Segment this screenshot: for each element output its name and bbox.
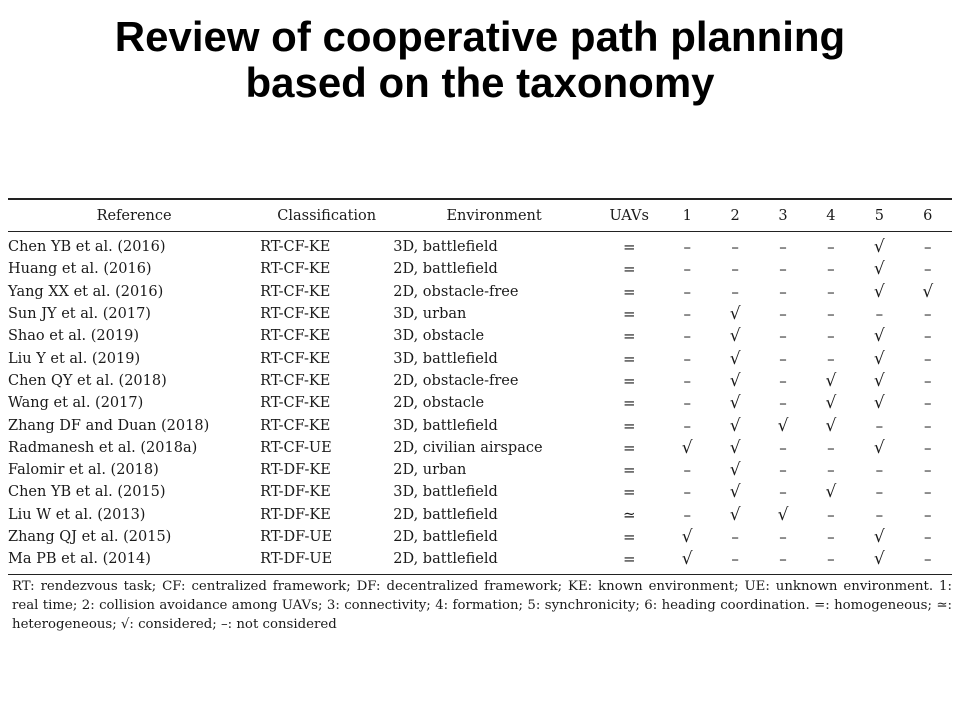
cell-col-3: √ xyxy=(777,504,789,525)
cell-col-2: √ xyxy=(729,504,741,525)
cell-environment: 2D, battlefield xyxy=(393,506,498,523)
cell-classification: RT-CF-KE xyxy=(260,395,331,412)
cell-col-6: – xyxy=(924,528,932,546)
cell-col-3: – xyxy=(779,394,787,413)
cell-reference: Chen YB et al. (2015) xyxy=(8,484,166,501)
cell-col-2: √ xyxy=(729,370,741,391)
cell-environment: 3D, battlefield xyxy=(393,350,498,367)
cell-uavs: = xyxy=(622,260,636,279)
header-col-2: 2 xyxy=(730,207,740,224)
cell-uavs: = xyxy=(622,238,636,257)
cell-col-1: √ xyxy=(681,549,693,570)
cell-reference: Liu Y et al. (2019) xyxy=(8,350,141,367)
cell-col-5: √ xyxy=(873,237,885,258)
cell-environment: 2D, obstacle xyxy=(393,395,485,412)
cell-col-2: – xyxy=(731,260,739,279)
table-row xyxy=(8,370,952,392)
cell-col-1: – xyxy=(683,505,691,524)
cell-col-3: – xyxy=(779,238,787,257)
review-table xyxy=(8,198,952,575)
cell-uavs: = xyxy=(622,282,636,301)
table-row xyxy=(8,392,952,414)
cell-reference: Falomir et al. (2018) xyxy=(8,462,159,479)
cell-col-1: – xyxy=(683,349,691,368)
cell-col-5: – xyxy=(875,416,884,435)
cell-classification: RT-CF-KE xyxy=(260,350,331,367)
cell-col-6: – xyxy=(924,305,932,324)
cell-col-3: – xyxy=(779,349,787,368)
cell-col-5: √ xyxy=(873,259,885,280)
cell-col-3: – xyxy=(779,305,787,324)
cell-col-3: – xyxy=(779,282,787,301)
header-classification: Classification xyxy=(277,207,377,224)
cell-col-6: – xyxy=(924,260,932,279)
cell-uavs: = xyxy=(622,416,636,435)
cell-classification: RT-CF-KE xyxy=(260,328,331,345)
header-col-5: 5 xyxy=(874,207,884,224)
cell-col-4: – xyxy=(827,238,835,257)
cell-environment: 2D, battlefield xyxy=(393,529,498,545)
cell-environment: 3D, urban xyxy=(393,306,467,323)
cell-col-2: √ xyxy=(729,304,741,325)
header-reference: Reference xyxy=(96,207,172,224)
cell-col-2: √ xyxy=(729,437,741,458)
cell-col-6: – xyxy=(924,483,932,502)
header-col-4: 4 xyxy=(826,207,836,224)
cell-col-5: √ xyxy=(873,437,885,458)
cell-col-1: – xyxy=(683,394,691,413)
cell-col-4: √ xyxy=(825,393,837,414)
cell-col-2: √ xyxy=(729,415,741,436)
cell-uavs: = xyxy=(622,327,636,346)
cell-col-2: √ xyxy=(729,460,741,481)
cell-reference: Huang et al. (2016) xyxy=(8,261,152,278)
cell-reference: Chen QY et al. (2018) xyxy=(8,372,167,389)
header-col-3: 3 xyxy=(778,207,788,224)
slide-title-line-1: Review of cooperative path planning xyxy=(114,13,846,60)
cell-col-5: √ xyxy=(873,549,885,570)
cell-col-6: – xyxy=(924,416,932,435)
cell-col-4: – xyxy=(827,550,835,569)
table-header-row xyxy=(8,199,952,232)
cell-col-5: – xyxy=(875,505,884,524)
cell-col-4: – xyxy=(827,349,835,368)
cell-uavs: = xyxy=(622,394,636,413)
table-row xyxy=(8,232,952,259)
table-row xyxy=(8,548,952,575)
cell-classification: RT-CF-KE xyxy=(260,306,331,323)
cell-col-6: √ xyxy=(922,281,934,302)
cell-col-5: √ xyxy=(873,348,885,369)
cell-environment: 2D, urban xyxy=(393,462,467,479)
cell-col-3: – xyxy=(779,438,787,457)
cell-reference: Yang XX et al. (2016) xyxy=(8,283,164,300)
cell-reference: Shao et al. (2019) xyxy=(8,328,139,345)
cell-col-6: – xyxy=(924,238,932,257)
cell-col-5: – xyxy=(875,305,884,324)
cell-col-6: – xyxy=(924,349,932,368)
header-uavs: UAVs xyxy=(609,207,649,224)
cell-classification: RT-CF-KE xyxy=(260,283,331,300)
cell-col-5: √ xyxy=(873,527,885,547)
cell-col-1: √ xyxy=(681,527,693,547)
slide-title-line-2: based on the taxonomy xyxy=(245,59,715,106)
cell-classification: RT-DF-KE xyxy=(260,462,331,479)
cell-uavs: = xyxy=(622,550,636,569)
cell-classification: RT-CF-KE xyxy=(260,372,331,389)
cell-col-4: – xyxy=(827,461,835,480)
cell-uavs: = xyxy=(622,528,636,546)
cell-reference: Ma PB et al. (2014) xyxy=(8,551,151,568)
cell-reference: Zhang DF and Duan (2018) xyxy=(8,417,210,434)
review-table-container xyxy=(8,198,952,575)
table-row xyxy=(8,258,952,280)
cell-col-5: √ xyxy=(873,281,885,302)
header-col-6: 6 xyxy=(923,207,933,224)
cell-col-6: – xyxy=(924,505,932,524)
cell-col-4: – xyxy=(827,260,835,279)
cell-reference: Radmanesh et al. (2018a) xyxy=(8,439,198,456)
table-row xyxy=(8,459,952,481)
cell-uavs: = xyxy=(622,461,636,480)
table-row xyxy=(8,347,952,369)
cell-col-3: – xyxy=(779,371,787,390)
cell-uavs: ≃ xyxy=(622,505,636,524)
table-body xyxy=(8,232,952,575)
cell-col-6: – xyxy=(924,327,932,346)
table-row xyxy=(8,303,952,325)
cell-classification: RT-CF-KE xyxy=(260,417,331,434)
cell-classification: RT-DF-KE xyxy=(260,484,331,501)
cell-col-3: – xyxy=(779,550,787,569)
cell-environment: 2D, battlefield xyxy=(393,261,498,278)
cell-col-2: √ xyxy=(729,348,741,369)
cell-col-3: – xyxy=(779,483,787,502)
cell-col-1: – xyxy=(683,238,691,257)
cell-col-4: √ xyxy=(825,482,837,503)
cell-col-4: √ xyxy=(825,415,837,436)
cell-col-4: – xyxy=(827,305,835,324)
cell-col-1: – xyxy=(683,371,691,390)
cell-col-1: – xyxy=(683,305,691,324)
table-row xyxy=(8,481,952,503)
cell-environment: 3D, obstacle xyxy=(393,328,485,345)
cell-reference: Wang et al. (2017) xyxy=(8,395,144,412)
table-row xyxy=(8,437,952,459)
cell-col-6: – xyxy=(924,461,932,480)
cell-col-6: – xyxy=(924,371,932,390)
cell-col-2: – xyxy=(731,528,739,546)
cell-col-3: – xyxy=(779,461,787,480)
cell-reference: Sun JY et al. (2017) xyxy=(8,306,151,323)
table-row xyxy=(8,504,952,526)
cell-reference: Liu W et al. (2013) xyxy=(8,506,146,523)
cell-classification: RT-DF-UE xyxy=(260,551,333,568)
cell-uavs: = xyxy=(622,371,636,390)
cell-col-1: – xyxy=(683,483,691,502)
table-row xyxy=(8,281,952,303)
cell-col-3: – xyxy=(779,327,787,346)
cell-col-3: √ xyxy=(777,415,789,436)
cell-uavs: = xyxy=(622,349,636,368)
cell-classification: RT-DF-UE xyxy=(260,529,333,545)
cell-col-2: – xyxy=(731,238,739,257)
cell-reference: Zhang QJ et al. (2015) xyxy=(8,529,172,545)
header-environment: Environment xyxy=(446,207,542,224)
cell-environment: 2D, obstacle-free xyxy=(393,283,519,300)
cell-col-1: – xyxy=(683,282,691,301)
cell-col-4: √ xyxy=(825,370,837,391)
cell-environment: 2D, civilian airspace xyxy=(393,439,543,456)
cell-col-4: – xyxy=(827,528,835,546)
cell-col-3: – xyxy=(779,528,787,546)
cell-col-3: – xyxy=(779,260,787,279)
cell-col-6: – xyxy=(924,438,932,457)
cell-col-4: – xyxy=(827,505,835,524)
cell-col-1: – xyxy=(683,260,691,279)
cell-col-4: – xyxy=(827,438,835,457)
cell-environment: 3D, battlefield xyxy=(393,484,498,501)
cell-classification: RT-CF-UE xyxy=(260,439,332,456)
cell-col-2: √ xyxy=(729,326,741,347)
cell-reference: Chen YB et al. (2016) xyxy=(8,239,166,256)
cell-classification: RT-CF-KE xyxy=(260,239,331,256)
cell-col-6: – xyxy=(924,550,932,569)
slide-title xyxy=(0,14,960,106)
cell-col-5: – xyxy=(875,483,884,502)
table-footnote: RT: rendezvous task; CF: centralized framework; DF: decentralized framework; KE: known environment; UE: unknown environment. 1: real time; 2: collision avoidance among UAVs; 3: connectivity; 4: formation; 5: synchronicity; 6: heading coordination. =: homogeneous; ≃: heterogeneous; √: considered; –: not considered xyxy=(12,579,952,632)
cell-col-4: – xyxy=(827,282,835,301)
cell-col-1: – xyxy=(683,461,691,480)
cell-environment: 2D, battlefield xyxy=(393,551,498,568)
cell-col-5: √ xyxy=(873,326,885,347)
table-row xyxy=(8,325,952,347)
cell-col-2: √ xyxy=(729,482,741,503)
cell-uavs: = xyxy=(622,305,636,324)
cell-uavs: = xyxy=(622,483,636,502)
cell-col-5: √ xyxy=(873,370,885,391)
cell-environment: 2D, obstacle-free xyxy=(393,372,519,389)
cell-col-2: – xyxy=(731,282,739,301)
cell-col-1: – xyxy=(683,327,691,346)
cell-uavs: = xyxy=(622,438,636,457)
cell-classification: RT-CF-KE xyxy=(260,261,331,278)
cell-environment: 3D, battlefield xyxy=(393,239,498,256)
header-col-1: 1 xyxy=(682,207,692,224)
cell-col-1: – xyxy=(683,416,691,435)
cell-environment: 3D, battlefield xyxy=(393,417,498,434)
cell-col-2: √ xyxy=(729,393,741,414)
cell-classification: RT-DF-KE xyxy=(260,506,331,523)
table-row xyxy=(8,414,952,436)
cell-col-5: – xyxy=(875,461,884,480)
table-row xyxy=(8,526,952,548)
cell-col-1: √ xyxy=(681,437,693,458)
cell-col-2: – xyxy=(731,550,739,569)
cell-col-4: – xyxy=(827,327,835,346)
cell-col-6: – xyxy=(924,394,932,413)
cell-col-5: √ xyxy=(873,393,885,414)
